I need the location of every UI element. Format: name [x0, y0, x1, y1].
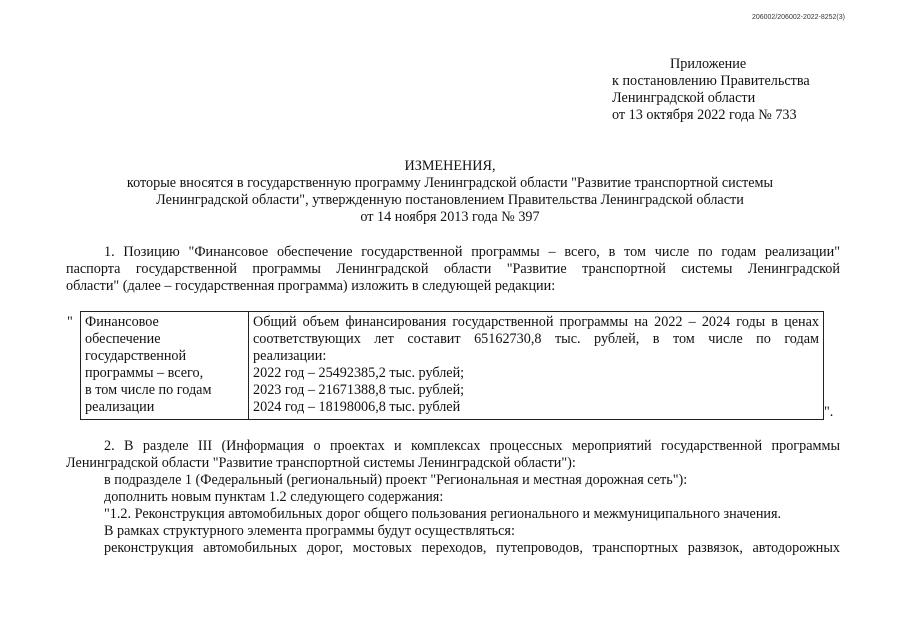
- label-line: программы – всего,: [85, 365, 204, 381]
- paragraph-line: реконструкция автомобильных дорог, мостовых переходов, путепроводов, транспортных развязок, автодорожных: [104, 540, 840, 556]
- appendix-line: от 13 октября 2022 года № 733: [612, 107, 797, 123]
- paragraph-line: в подразделе 1 (Федеральный (региональный) проект "Региональная и местная дорожная сеть"):: [104, 472, 688, 488]
- paragraph-line: области" (далее – государственная программа) изложить в следующей редакции:: [66, 278, 556, 294]
- paragraph-line: "1.2. Реконструкция автомобильных дорог общего пользования регионального и межмуниципального значения.: [104, 506, 782, 522]
- quote-close-mark: ".: [824, 404, 834, 420]
- heading-line: Ленинградской области", утвержденную постановлением Правительства Ленинградской области: [156, 192, 744, 208]
- heading-title: ИЗМЕНЕНИЯ,: [404, 158, 496, 174]
- value-line: соответствующих лет составит 65162730,8 тыс. рублей, в том числе по годам: [253, 331, 819, 347]
- paragraph-line: 2. В разделе III (Информация о проектах и комплексах процессных мероприятий государственной программы: [104, 438, 840, 454]
- paragraph-line: паспорта государственной программы Ленинградской области "Развитие транспортной системы Ленинградской: [66, 261, 840, 277]
- paragraph-line: дополнить новым пунктам 1.2 следующего содержания:: [104, 489, 444, 505]
- heading-line: которые вносятся в государственную программу Ленинградской области "Развитие транспортной системы: [126, 175, 774, 191]
- financing-value-cell: [249, 312, 824, 420]
- quote-open-mark: ": [67, 314, 73, 330]
- appendix-line: Ленинградской области: [612, 90, 756, 106]
- label-line: Финансовое: [85, 314, 159, 330]
- label-line: обеспечение: [85, 331, 161, 347]
- paragraph-line: В рамках структурного элемента программы будут осуществляться:: [104, 523, 515, 539]
- paragraph-1: [66, 244, 840, 295]
- financing-label-cell: [81, 312, 249, 420]
- value-line-2024: 2024 год – 18198006,8 тыс. рублей: [253, 399, 461, 415]
- label-line: в том числе по годам: [85, 382, 212, 398]
- table-row: [81, 312, 824, 420]
- appendix-title: Приложение: [670, 56, 747, 72]
- label-line: реализации: [85, 399, 155, 415]
- document-heading: [60, 158, 840, 226]
- value-line: реализации:: [253, 348, 327, 364]
- label-line: государственной: [85, 348, 187, 364]
- financing-table: [80, 311, 824, 420]
- appendix-block: [612, 56, 872, 124]
- appendix-line: к постановлению Правительства: [612, 73, 810, 89]
- document-id: 206002/206002-2022-8252(3): [751, 14, 845, 21]
- heading-line: от 14 ноября 2013 года № 397: [360, 209, 540, 225]
- value-line-2022: 2022 год – 25492385,2 тыс. рублей;: [253, 365, 465, 381]
- paragraph-line: 1. Позицию "Финансовое обеспечение государственной программы – всего, в том числе по годам реализации": [104, 244, 840, 260]
- value-line: Общий объем финансирования государственной программы на 2022 – 2024 годы в ценах: [253, 314, 819, 330]
- paragraph-line: Ленинградской области "Развитие транспортной системы Ленинградской области"):: [66, 455, 576, 471]
- paragraph-2: [66, 438, 840, 557]
- value-line-2023: 2023 год – 21671388,8 тыс. рублей;: [253, 382, 465, 398]
